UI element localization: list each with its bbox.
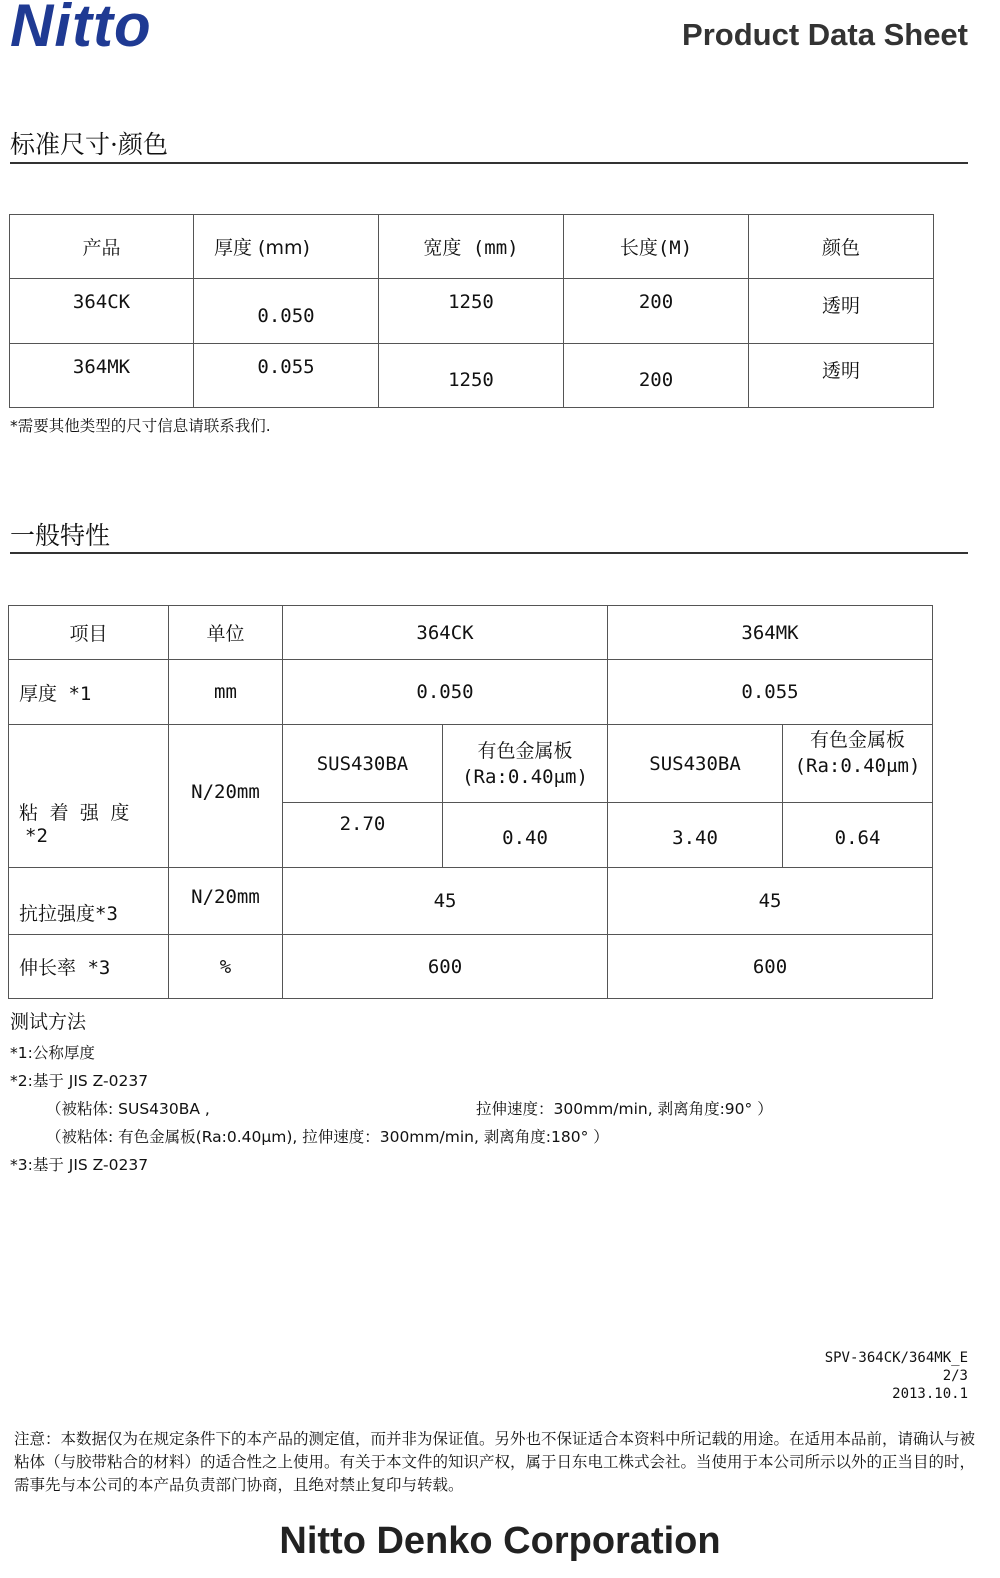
row-label: 伸长率 *3 [9,935,169,999]
sizes-note: *需要其他类型的尺寸信息请联系我们. [10,417,271,435]
properties-table [8,605,933,999]
substrate-cell [783,725,933,803]
table-row-thickness [9,660,933,725]
substrate-name: 有色金属板 [477,739,573,762]
nitto-logo: Nitto [10,0,152,59]
value-cell: 0.64 [783,803,933,868]
value-cell: 0.050 [283,660,608,725]
test-note-1: *1:公称厚度 [10,1044,95,1062]
substrate-roughness: (Ra:0.40μm) [462,765,588,788]
width-cell: 1250 [379,279,564,344]
header-cell: 颜色 [749,215,934,279]
test-note-3: *3:基于 JIS Z-0237 [10,1156,149,1174]
unit-cell: mm [169,660,283,725]
value-cell: 2.70 [283,803,443,868]
value-cell: 45 [608,868,933,935]
row-label [9,725,169,868]
table-row [10,279,934,344]
table-row [10,344,934,408]
length-cell: 200 [564,279,749,344]
substrate-cell: SUS430BA [283,725,443,803]
substrate-cell [443,725,608,803]
section-rule [10,552,968,554]
header-unit: 单位 [169,606,283,660]
section-title-properties: 一般特性 [10,521,111,550]
adhesion-note: *2 [25,825,48,847]
document-date: 2013.10.1 [892,1386,968,1402]
substrate-name: 有色金属板 [810,729,906,751]
header-item: 项目 [9,606,169,660]
company-name-footer: Nitto Denko Corporation [279,1520,721,1562]
table-row-elongation [9,935,933,999]
header-cell [194,215,379,279]
page-number: 2/3 [942,1368,968,1384]
unit-cell: N/20mm [169,725,283,868]
unit-cell: N/20mm [169,868,283,935]
width-cell: 1250 [379,344,564,408]
value-cell: 0.055 [608,660,933,725]
adhesion-label: 粘 着 强 度 [19,802,130,824]
table-header-row [10,215,934,279]
product-cell: 364MK [10,344,194,408]
test-note-2a-adherend: （被粘体: SUS430BA , [46,1100,210,1118]
value-cell: 3.40 [608,803,783,868]
thickness-cell: 0.050 [194,279,379,344]
table-row-tensile [9,868,933,935]
product-cell: 364CK [10,279,194,344]
length-cell: 200 [564,344,749,408]
value-cell: 600 [283,935,608,999]
thickness-cell: 0.055 [194,344,379,408]
unit-cell: % [169,935,283,999]
test-note-2b: （被粘体: 有色金属板(Ra:0.40μm), 拉伸速度：300mm/min, 剥离角度:180° ） [46,1128,609,1146]
sizes-table [9,214,934,408]
table-header-row [9,606,933,660]
header-product-364ck: 364CK [283,606,608,660]
section-title-sizes: 标准尺寸·颜色 [10,130,168,159]
document-code: SPV-364CK/364MK_E [824,1350,968,1366]
document-reference [825,1349,968,1403]
table-row-adhesion-sub [9,725,933,803]
section-rule [10,162,968,164]
color-cell: 透明 [749,344,934,408]
test-methods-title: 测试方法 [10,1011,87,1033]
row-label: 厚度 *1 [9,660,169,725]
header-product-364mk: 364MK [608,606,933,660]
header-cell: 宽度 (mm) [379,215,564,279]
header-cell: 长度(M) [564,215,749,279]
color-cell: 透明 [749,279,934,344]
document-title: Product Data Sheet [682,17,968,52]
header-cell-text: 厚度 (mm) [214,237,310,259]
row-label: 抗拉强度*3 [9,868,169,935]
substrate-roughness: (Ra:0.40μm) [794,755,921,777]
header-cell: 产品 [10,215,194,279]
substrate-cell: SUS430BA [608,725,783,803]
disclaimer-text: 注意：本数据仅为在规定条件下的本产品的测定值，而并非为保证值。另外也不保证适合本资料中所记载的用途。在适用本品前，请确认与被粘体（与胶带粘合的材料）的适合性之上使用。有关于本文件的知识产权，属于日东电工株式会社。当使用于本公司所示以外的正当目的时，需事先与本公司的本产品负责部门协商，且绝对禁止复印与转载。 [14,1430,976,1494]
value-cell: 0.40 [443,803,608,868]
test-note-2a-conditions: 拉伸速度：300mm/min, 剥离角度:90° ） [476,1100,773,1118]
value-cell: 600 [608,935,933,999]
value-cell: 45 [283,868,608,935]
test-note-2: *2:基于 JIS Z-0237 [10,1072,149,1090]
